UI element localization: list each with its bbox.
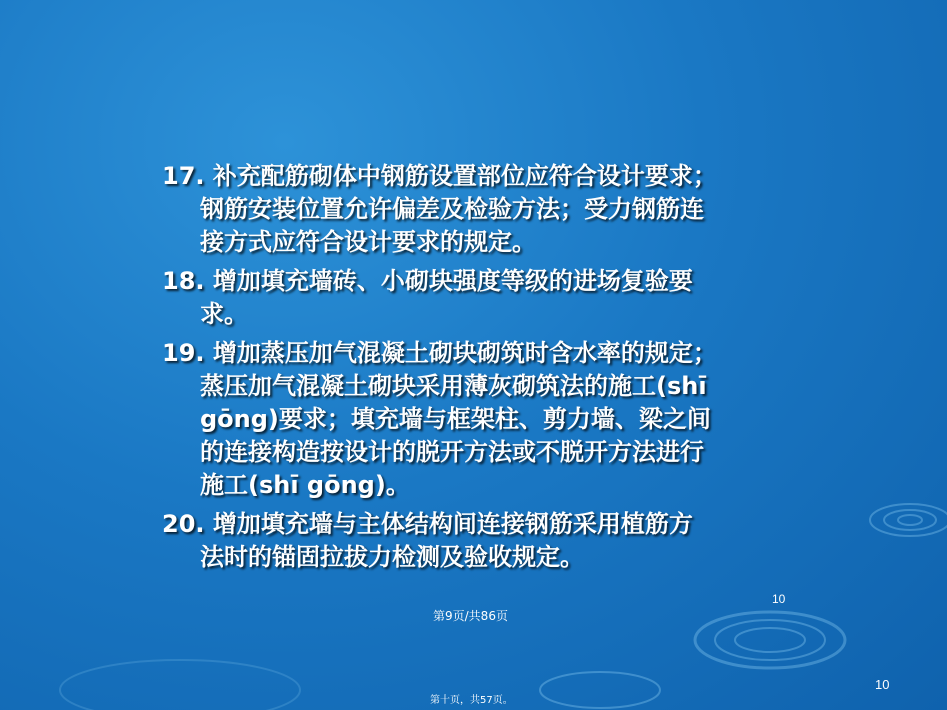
list-item-line: 法时的锚固拉拔力检测及验收规定。 <box>200 543 584 571</box>
list-item-line: 18. 增加填充墙砖、小砌块强度等级的进场复验要 <box>162 267 693 295</box>
list-item-line: 蒸压加气混凝土砌块采用薄灰砌筑法的施工(shī <box>200 372 707 400</box>
list-item <box>162 508 802 574</box>
list-item <box>162 337 802 502</box>
list-item-line: 20. 增加填充墙与主体结构间连接钢筋采用植筋方 <box>162 510 693 538</box>
list-item-line: 施工(shī gōng)。 <box>200 471 410 499</box>
list-item-line: 19. 增加蒸压加气混凝土砌块砌筑时含水率的规定； <box>162 339 717 367</box>
list-item-line: 的连接构造按设计的脱开方法或不脱开方法进行 <box>200 438 704 466</box>
list-item-line: 钢筋安装位置允许偏差及检验方法；受力钢筋连 <box>200 195 704 223</box>
list-item-line: 17. 补充配筋砌体中钢筋设置部位应符合设计要求； <box>162 162 717 190</box>
list-item <box>162 265 802 331</box>
list-item-line: gōng)要求；填充墙与框架柱、剪力墙、梁之间 <box>200 405 711 433</box>
slide-page-number: 10 <box>772 592 786 606</box>
slide-content <box>162 160 802 580</box>
list-item-line: 求。 <box>200 300 248 328</box>
page-count-footer: 第9页/共86页 <box>433 609 508 623</box>
list-item <box>162 160 802 259</box>
document-page-footer: 第十页，共57页。 <box>430 695 513 706</box>
document-page-number: 10 <box>875 677 890 692</box>
list-item-line: 接方式应符合设计要求的规定。 <box>200 228 536 256</box>
